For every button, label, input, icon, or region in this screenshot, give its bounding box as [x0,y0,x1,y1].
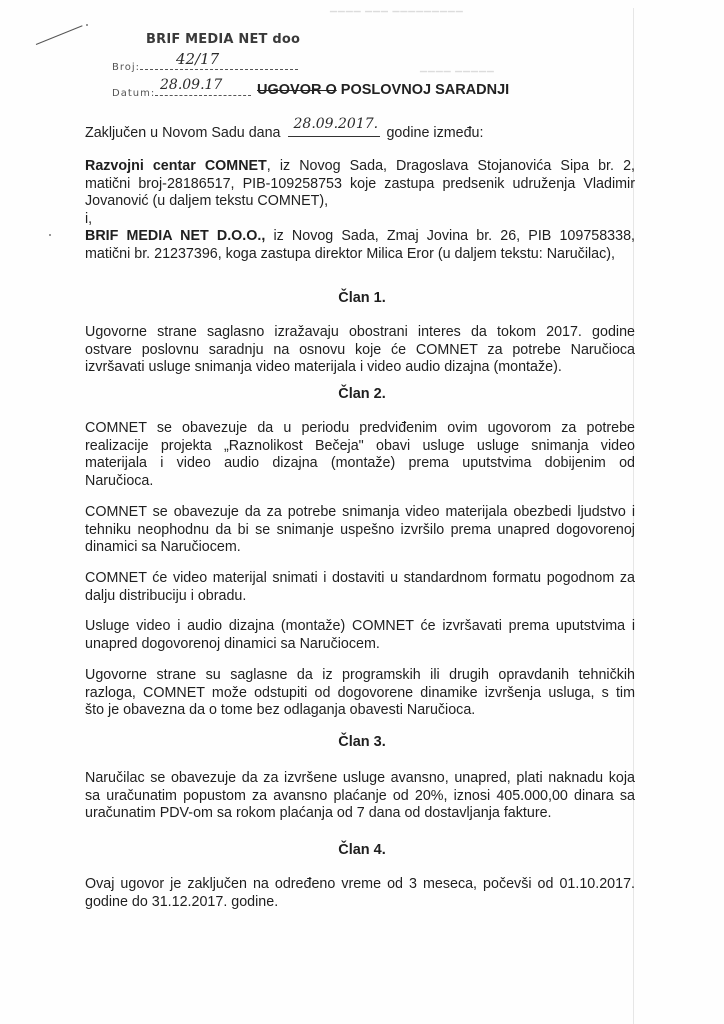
article-3-paragraph [85,770,635,823]
title-rest: POSLOVNOJ SARADNJI [336,82,510,98]
pen-dot-mark [86,24,88,26]
paragraph-line: Ovaj ugovor je zaključen na određeno vreme od 3 meseca, počevši od 01.10.2017. [85,876,635,892]
stamp-company-name: BRIF MEDIA NET doo [146,32,301,47]
party-2-line: matični br. 21237396, koga zastupa direktor Milica Eror (u daljem tekstu: Naručilac), [85,245,616,262]
intro-after: godine između: [386,125,484,141]
article-4-heading: Član 4. [338,842,386,858]
contract-date-value: 28.09.2017. [293,116,379,132]
paragraph-line: uračunatim PDV-om sa rokom plaćanja od 7 dana od dostavljanja fakture. [85,805,552,822]
party-2-line: iz Novog Sada, Zmaj Jovina br. 26, PIB 109758338, [265,228,635,245]
stamp-datum-line [155,94,251,96]
paragraph-line: COMNET će video materijal snimati i dostaviti u standardnom formatu pogodnom za [85,570,635,586]
intro-line [85,116,635,143]
paragraph-line: dinamici sa Naručiocem. [85,539,241,556]
stamp-datum-label: Datum: [112,88,156,99]
paragraph-line: COMNET se obavezuje da u periodu predviđenim ovim ugovorom za potrebe [85,420,635,436]
paragraph-line: Naručioca. [85,472,154,489]
paragraph-line: izvršavati usluge snimanja video materijala i video audio dizajna (montaže). [85,359,562,376]
paragraph-line: godine do 31.12.2017. godine. [85,893,279,910]
pen-dot-mark [49,234,51,236]
article-3-heading: Član 3. [338,734,386,750]
stamp-datum-value: 28.09.17 [160,77,223,93]
paragraph-line: što je obavezna da o tome bez odlaganja obavesti Naručioca. [85,702,476,719]
article-2-paragraph [85,570,635,605]
paragraph-line: razloga, COMNET može odstupiti od dogovorene dinamike izvršenja usluga, s tim [85,684,635,701]
paragraph-line: tehniku neophodnu da bi se snimanje uspešno izvršilo prema unapred dogovorenoj [85,521,635,538]
party-1-line: , iz Novog Sada, Dragoslava Stojanovića Sipa br. 2, [266,158,635,174]
pen-stroke-mark [36,25,83,45]
paragraph-line: COMNET se obavezuje da za potrebe snimanja video materijala obezbedi ljudstvo i [85,504,635,520]
title-prefix: UGOVOR O [257,82,337,98]
stamp-broj-label: Broj: [112,62,141,73]
party-1-line: matični broj-28186517, PIB-109258753 koje zastupa predsenik udruženja Vladimir [85,175,635,192]
conjunction: i, [85,210,93,227]
bleed-through-mark: ▁▁▁▁ ▁▁▁▁▁ [420,62,495,72]
paragraph-line: Naručilac se obavezuje da za izvršene usluge avansno, unapred, plati naknadu koja [85,770,635,786]
party-1-line: Jovanović (u daljem tekstu COMNET), [85,193,329,210]
paragraph-line: ostvare poslovnu saradnju na osnovu koje će COMNET za potrebe Naručioca [85,341,635,358]
paragraph-line: sa uračunatim popustom za avansno plaćanje od 20%, iznosi 405.000,00 dinara sa [85,787,635,804]
intro-before: Zaključen u Novom Sadu dana [85,125,281,141]
article-2-paragraph [85,667,635,720]
article-2-paragraph [85,420,635,490]
document-title [257,82,509,98]
article-2-paragraph [85,618,635,653]
paragraph-line: dalju distribuciju i obradu. [85,587,247,604]
article-1-paragraph [85,324,635,377]
stamp-broj-line [140,68,298,70]
article-2-paragraph [85,504,635,557]
paragraph-line: materijala i video audio dizajna (montaže) prema uputstvima dobijenim od [85,455,635,472]
article-1-heading: Član 1. [338,290,386,306]
paragraph-line: realizacije projekta „Raznolikost Bečeja" obavi usluge usluge snimanja video [85,437,635,454]
paragraph-line: unapred dogovorenoj dinamici sa Naručiocem. [85,635,380,652]
paragraph-line: Usluge video i audio dizajna (montaže) COMNET će izvršavati prema uputstvima i [85,618,635,634]
bleed-through-mark: ▁▁▁▁ ▁▁▁ ▁▁▁▁▁▁▁▁▁ [330,2,464,12]
article-2-heading: Član 2. [338,386,386,402]
article-4-paragraph [85,876,635,911]
contract-date-field [288,116,380,137]
paragraph-line: Ugovorne strane saglasno izražavaju obostrani interes da tokom 2017. godine [85,324,635,340]
paragraph-line: Ugovorne strane su saglasne da iz programskih ili drugih opravdanih tehničkih [85,667,635,683]
party-2-name: BRIF MEDIA NET D.O.O., [85,228,266,245]
party-1-paragraph [85,158,635,264]
party-1-name: Razvojni centar COMNET [85,158,267,174]
stamp-broj-value: 42/17 [176,50,220,68]
